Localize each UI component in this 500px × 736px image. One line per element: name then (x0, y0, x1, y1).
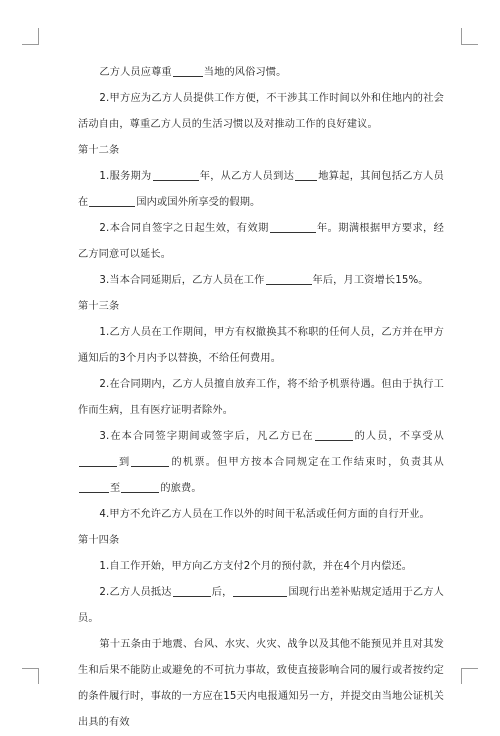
paragraph-15: 第十五条由于地震、台风、水灾、火灾、战争以及其他不能预见并且对其发生和后果不能防止或避免的不可抗力事故，致使直接影响合同的履行或者按约定的条件履行时，事故的一方应在15天内电报通知另一方，并提交由当地公证机关出具的有效 (78, 639, 444, 728)
crop-mark-bottom-right-v (461, 668, 462, 684)
blank-field (266, 272, 312, 285)
crop-mark-top-right-v (461, 28, 462, 44)
text: 乙方人员应尊重 (99, 67, 172, 78)
crop-mark-bottom-left-h (22, 668, 39, 669)
article-14-heading: 第十四条 (78, 535, 120, 546)
text: 当地的风俗习惯。 (203, 67, 287, 78)
blank-field (233, 584, 287, 597)
text: 国现行出差补贴规定适用于乙方人员。 (78, 587, 445, 624)
blank-field (79, 454, 117, 467)
blank-field (89, 194, 135, 207)
blank-field (79, 480, 109, 493)
blank-field (131, 454, 169, 467)
paragraph-13-4: 4.甲方不允许乙方人员在工作以外的时间干私活或任何方面的自行开业。 (99, 509, 430, 520)
paragraph-12-3 (78, 268, 444, 294)
paragraph-14-2 (78, 580, 444, 632)
text: 年，从乙方人员到达 (199, 171, 295, 182)
blank-field (153, 168, 199, 181)
crop-mark-top-left-h (22, 44, 39, 45)
text: 1.服务期为 (99, 171, 152, 182)
text: 年。期满根据甲方要求，经乙方同意可以延长。 (78, 223, 444, 260)
text: 的旅费。 (160, 483, 202, 494)
paragraph-13-1: 1.乙方人员在工作期间，甲方有权撤换其不称职的任何人员，乙方并在甲方通知后的3个月内予以替换，不给任何费用。 (78, 327, 444, 364)
text: 地算起，其间包括乙方人员在 (78, 171, 444, 208)
blank-field (315, 428, 353, 441)
paragraph-2: 2.甲方应为乙方人员提供工作方便，不干涉其工作时间以外和住地内的社会活动自由，尊重乙方人员的生活习惯以及对推动工作的良好建议。 (78, 93, 444, 130)
blank-field (270, 220, 316, 233)
blank-field (295, 168, 317, 181)
paragraph-14-1: 1.自工作开始，甲方向乙方支付2个月的预付款，并在4个月内偿还。 (99, 561, 413, 572)
crop-mark-bottom-left-v (38, 668, 39, 684)
text: 到 (118, 457, 131, 468)
text: 后， (211, 587, 233, 598)
text: 的机票。但甲方按本合同规定在工作结束时，负责其从 (170, 457, 444, 468)
text: 至 (110, 483, 121, 494)
text: 国内或国外所享受的假期。 (136, 197, 261, 208)
blank-field (121, 480, 159, 493)
text: 2.乙方人员抵达 (99, 587, 172, 598)
text: 2.本合同自签字之日起生效，有效期 (99, 223, 269, 234)
text: 3.当本合同延期后，乙方人员在工作 (99, 275, 265, 286)
article-12-heading: 第十二条 (78, 145, 120, 156)
text: 的人员，不享受从 (353, 431, 444, 442)
document-body (78, 60, 444, 736)
crop-mark-top-left-v (38, 28, 39, 44)
text: 3.在本合同签字期间或签字后，凡乙方已在 (99, 431, 314, 442)
paragraph-13-2: 2.在合同期内，乙方人员擅自放弃工作，将不给予机票待遇。但由于执行工作而生病，且有医疗证明者除外。 (78, 379, 444, 416)
paragraph-12-1 (78, 164, 444, 216)
blank-field (173, 584, 211, 597)
paragraph-12-2 (78, 216, 444, 268)
paragraph-respect-customs (78, 60, 444, 86)
crop-mark-bottom-right-h (461, 668, 478, 669)
paragraph-13-3 (78, 424, 444, 502)
crop-mark-top-right-h (461, 44, 478, 45)
text: 年后，月工资增长15%。 (312, 275, 429, 286)
blank-field (173, 64, 203, 77)
article-13-heading: 第十三条 (78, 301, 120, 312)
